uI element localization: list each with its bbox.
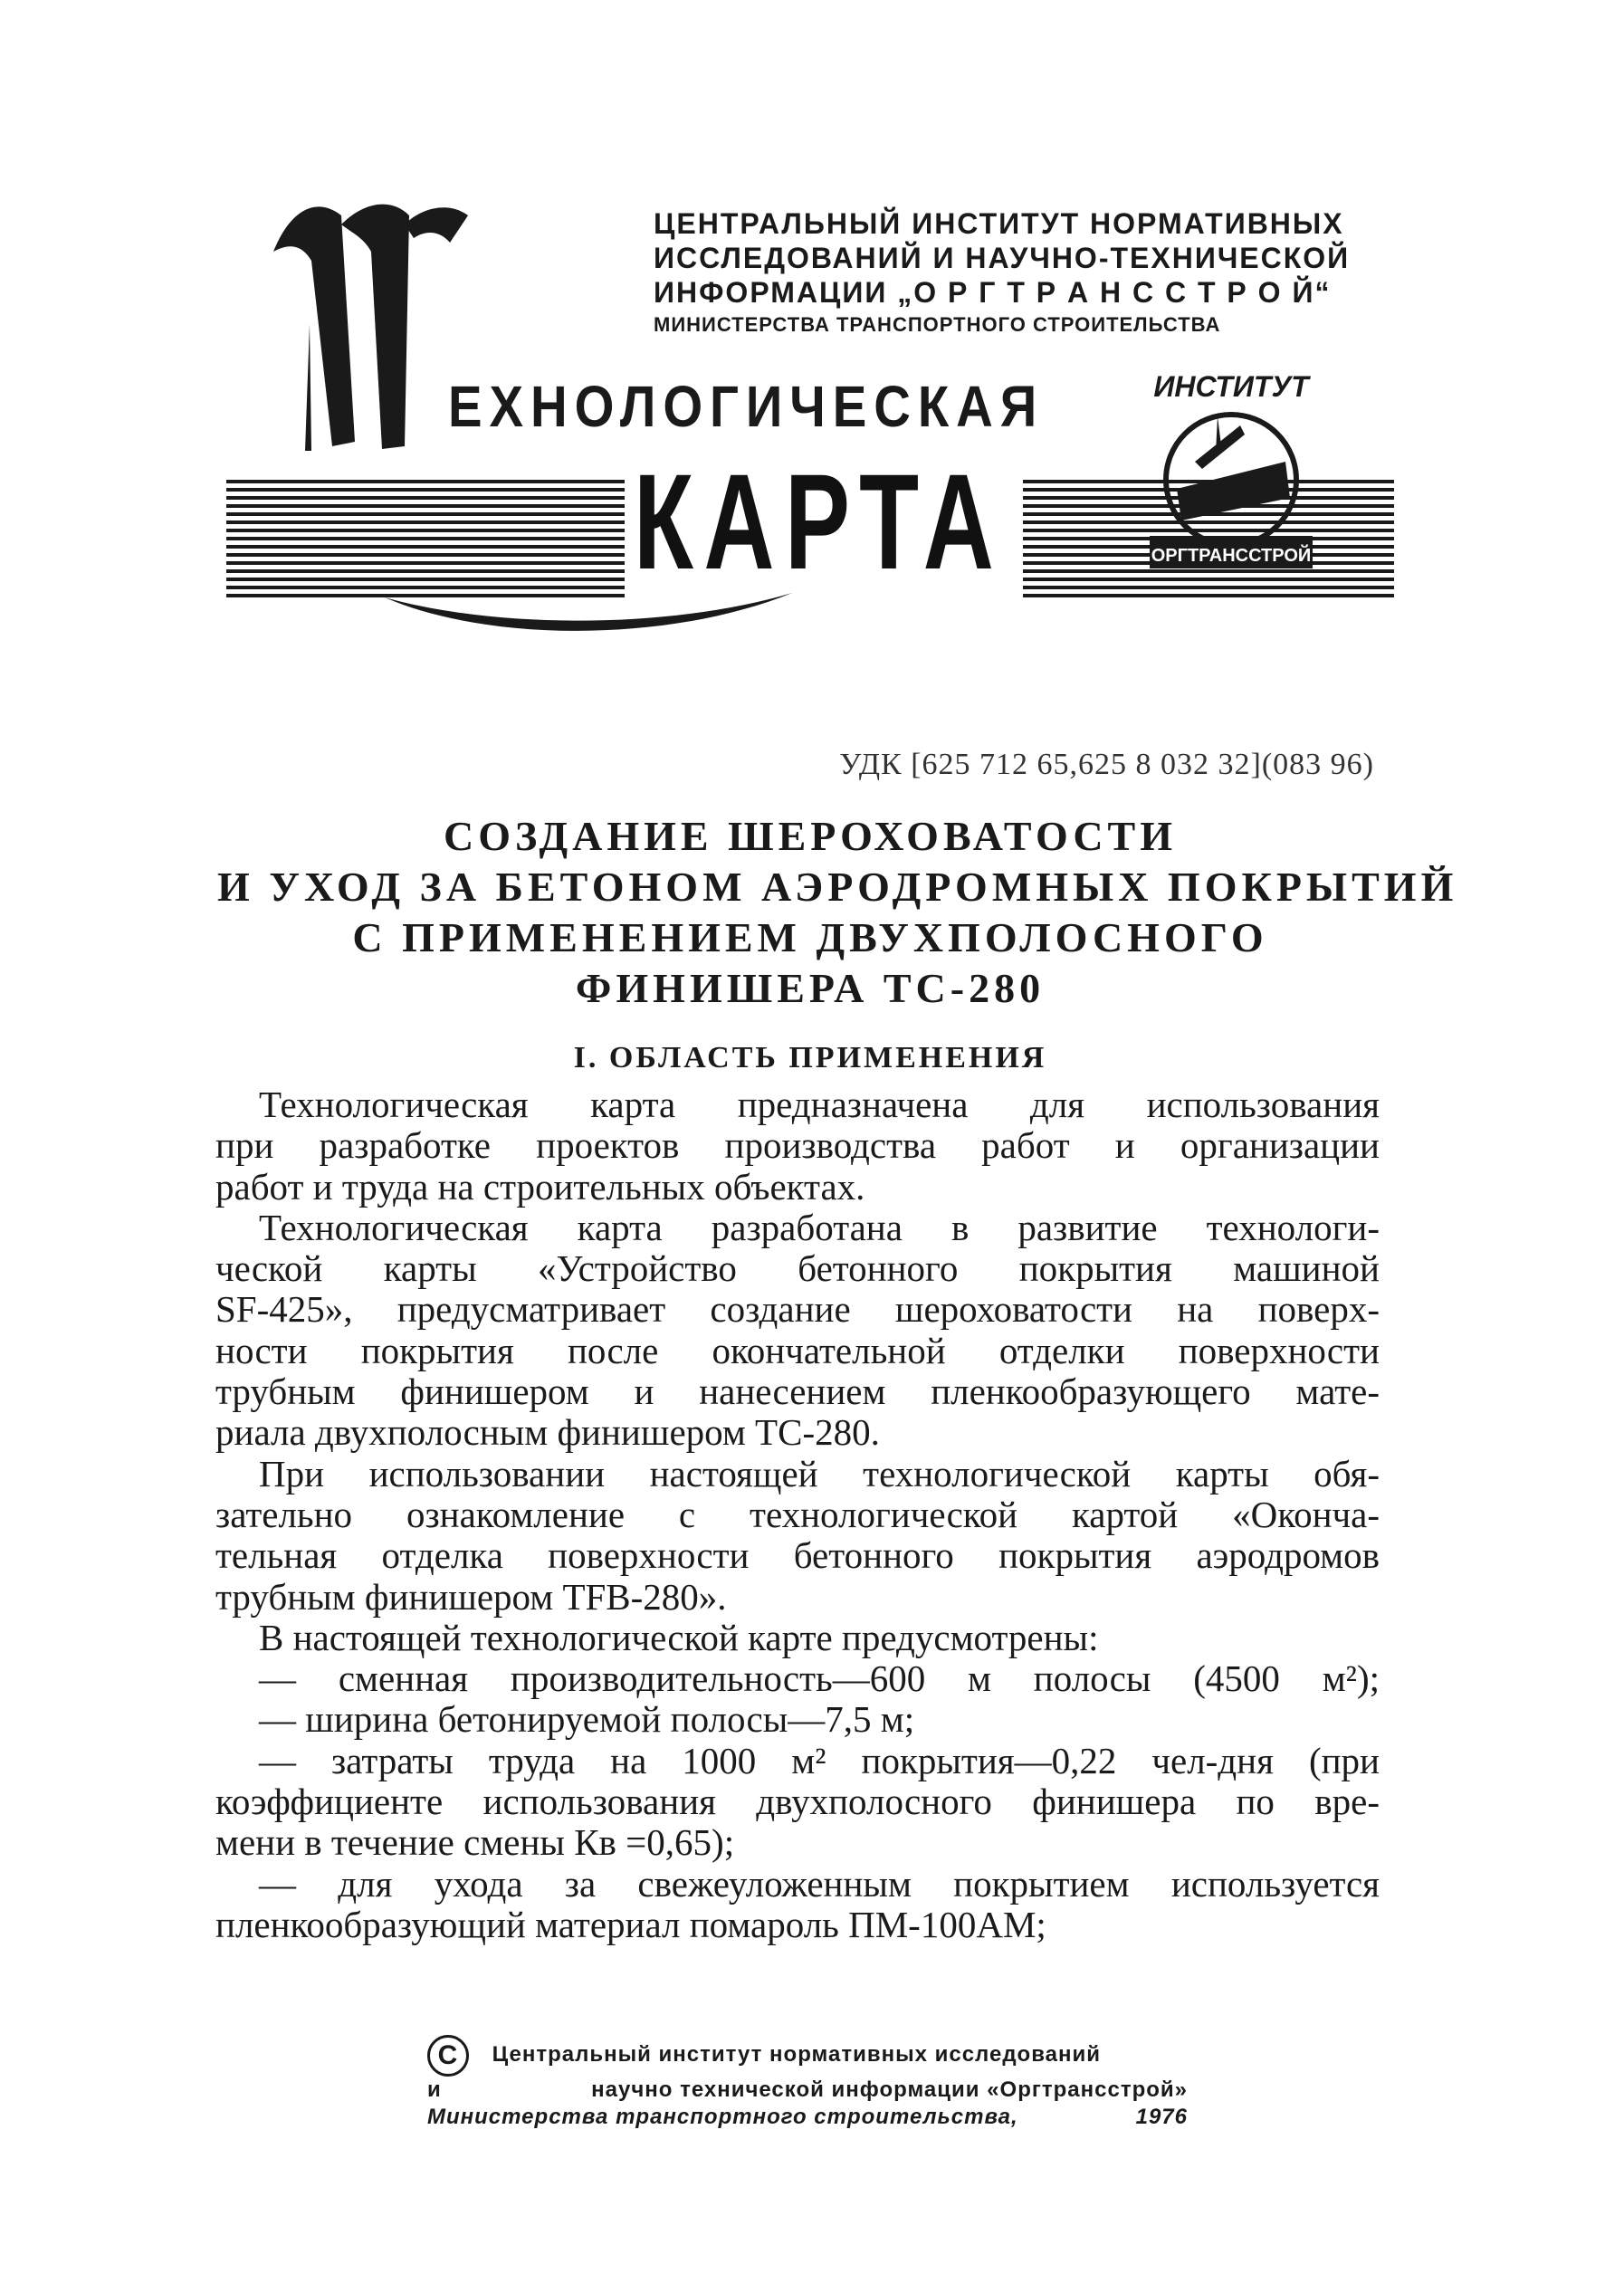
body-line: работ и труда на строительных объектах. — [215, 1165, 865, 1208]
title-word-karta: КАРТА — [634, 445, 1005, 597]
body-line: трубным финишером и нанесением пленкообразующего мате- — [215, 1370, 1380, 1413]
body-line: тельная отделка поверхности бетонного покрытия аэродромов — [215, 1534, 1380, 1577]
body-line: риала двухполосным финишером ТС-280. — [215, 1411, 880, 1454]
title-word-tekhnologicheskaya: ЕХНОЛОГИЧЕСКАЯ — [448, 374, 1045, 439]
logo-letter-t — [255, 188, 473, 460]
body-line: ности покрытия после окончательной отделки поверхности — [215, 1329, 1380, 1371]
body-line: SF-425», предусматривает создание шероховатости на поверх- — [215, 1288, 1380, 1331]
body-line: — сменная производительность—600 м полосы (4500 м²); — [259, 1657, 1380, 1700]
copyright-notice — [427, 2035, 1188, 2131]
body-line: При использовании настоящей технологической карты обя- — [259, 1452, 1380, 1495]
title-line: С ПРИМЕНЕНИЕМ ДВУХПОЛОСНОГО — [352, 914, 1268, 960]
document-title — [217, 811, 1458, 1014]
body-line: трубным финишером TFB-280». — [215, 1575, 727, 1618]
institute-name — [654, 206, 1405, 340]
institute-line: ИССЛЕДОВАНИЙ И НАУЧНО-ТЕХНИЧЕСКОЙ — [654, 242, 1351, 274]
body-line: пленкообразующий материал помароль ПМ-100АМ; — [215, 1903, 1046, 1945]
ministry-line: МИНИСТЕРСТВА ТРАНСПОРТНОГО СТРОИТЕЛЬСТВА — [654, 313, 1221, 336]
body-line: В настоящей технологической карте предусмотрены: — [259, 1616, 1099, 1658]
udk-code: УДК [625 712 65,625 8 032 32](083 96) — [839, 748, 1374, 781]
institute-emblem-icon — [1132, 362, 1331, 579]
copyright-line: Центральный институт нормативных исследований — [492, 2042, 1101, 2068]
institute-line: ЦЕНТРАЛЬНЫЙ ИНСТИТУТ НОРМАТИВНЫХ — [654, 207, 1344, 240]
copyright-line: и — [427, 2077, 442, 2102]
body-line: мени в течение смены Кв =0,65); — [215, 1821, 735, 1864]
institute-line: ИНФОРМАЦИИ „О Р Г Т Р А Н С С Т Р О Й“ — [654, 276, 1332, 309]
decorative-swoosh — [380, 579, 797, 652]
copyright-line: научно технической информации «Оргтрансстрой» — [591, 2077, 1188, 2102]
body-line: при разработке проектов производства работ и организации — [215, 1124, 1380, 1167]
section-heading: I. ОБЛАСТЬ ПРИМЕНЕНИЯ — [573, 1041, 1047, 1074]
copyright-line: Министерства транспортного строительства, — [427, 2105, 1018, 2129]
svg-text:ИНСТИТУТ: ИНСТИТУТ — [1153, 370, 1309, 403]
body-line: — затраты труда на 1000 м² покрытия—0,22 чел-дня (при — [259, 1739, 1380, 1781]
body-text — [215, 1084, 1380, 1945]
copyright-year: 1976 — [1135, 2105, 1188, 2129]
body-line: ческой карты «Устройство бетонного покрытия машиной — [215, 1247, 1380, 1290]
body-line: зательно ознакомление с технологической картой «Оконча- — [215, 1493, 1380, 1535]
body-line: — для ухода за свежеуложенным покрытием используется — [259, 1862, 1380, 1905]
title-line: И УХОД ЗА БЕТОНОМ АЭРОДРОМНЫХ ПОКРЫТИЙ — [217, 864, 1458, 910]
body-line: коэффициенте использования двухполосного финишера по вре- — [215, 1781, 1380, 1823]
body-line: Технологическая карта предназначена для использования — [259, 1084, 1380, 1125]
title-line: СОЗДАНИЕ ШЕРОХОВАТОСТИ — [443, 813, 1178, 859]
title-line: ФИНИШЕРА ТС-280 — [575, 965, 1046, 1011]
body-line: — ширина бетонируемой полосы—7,5 м; — [259, 1698, 915, 1741]
svg-text:ОРГТРАНССТРОЙ: ОРГТРАНССТРОЙ — [1151, 546, 1312, 566]
body-line: Технологическая карта разработана в развитие технологи- — [259, 1206, 1380, 1248]
copyright-icon: C — [427, 2035, 469, 2077]
